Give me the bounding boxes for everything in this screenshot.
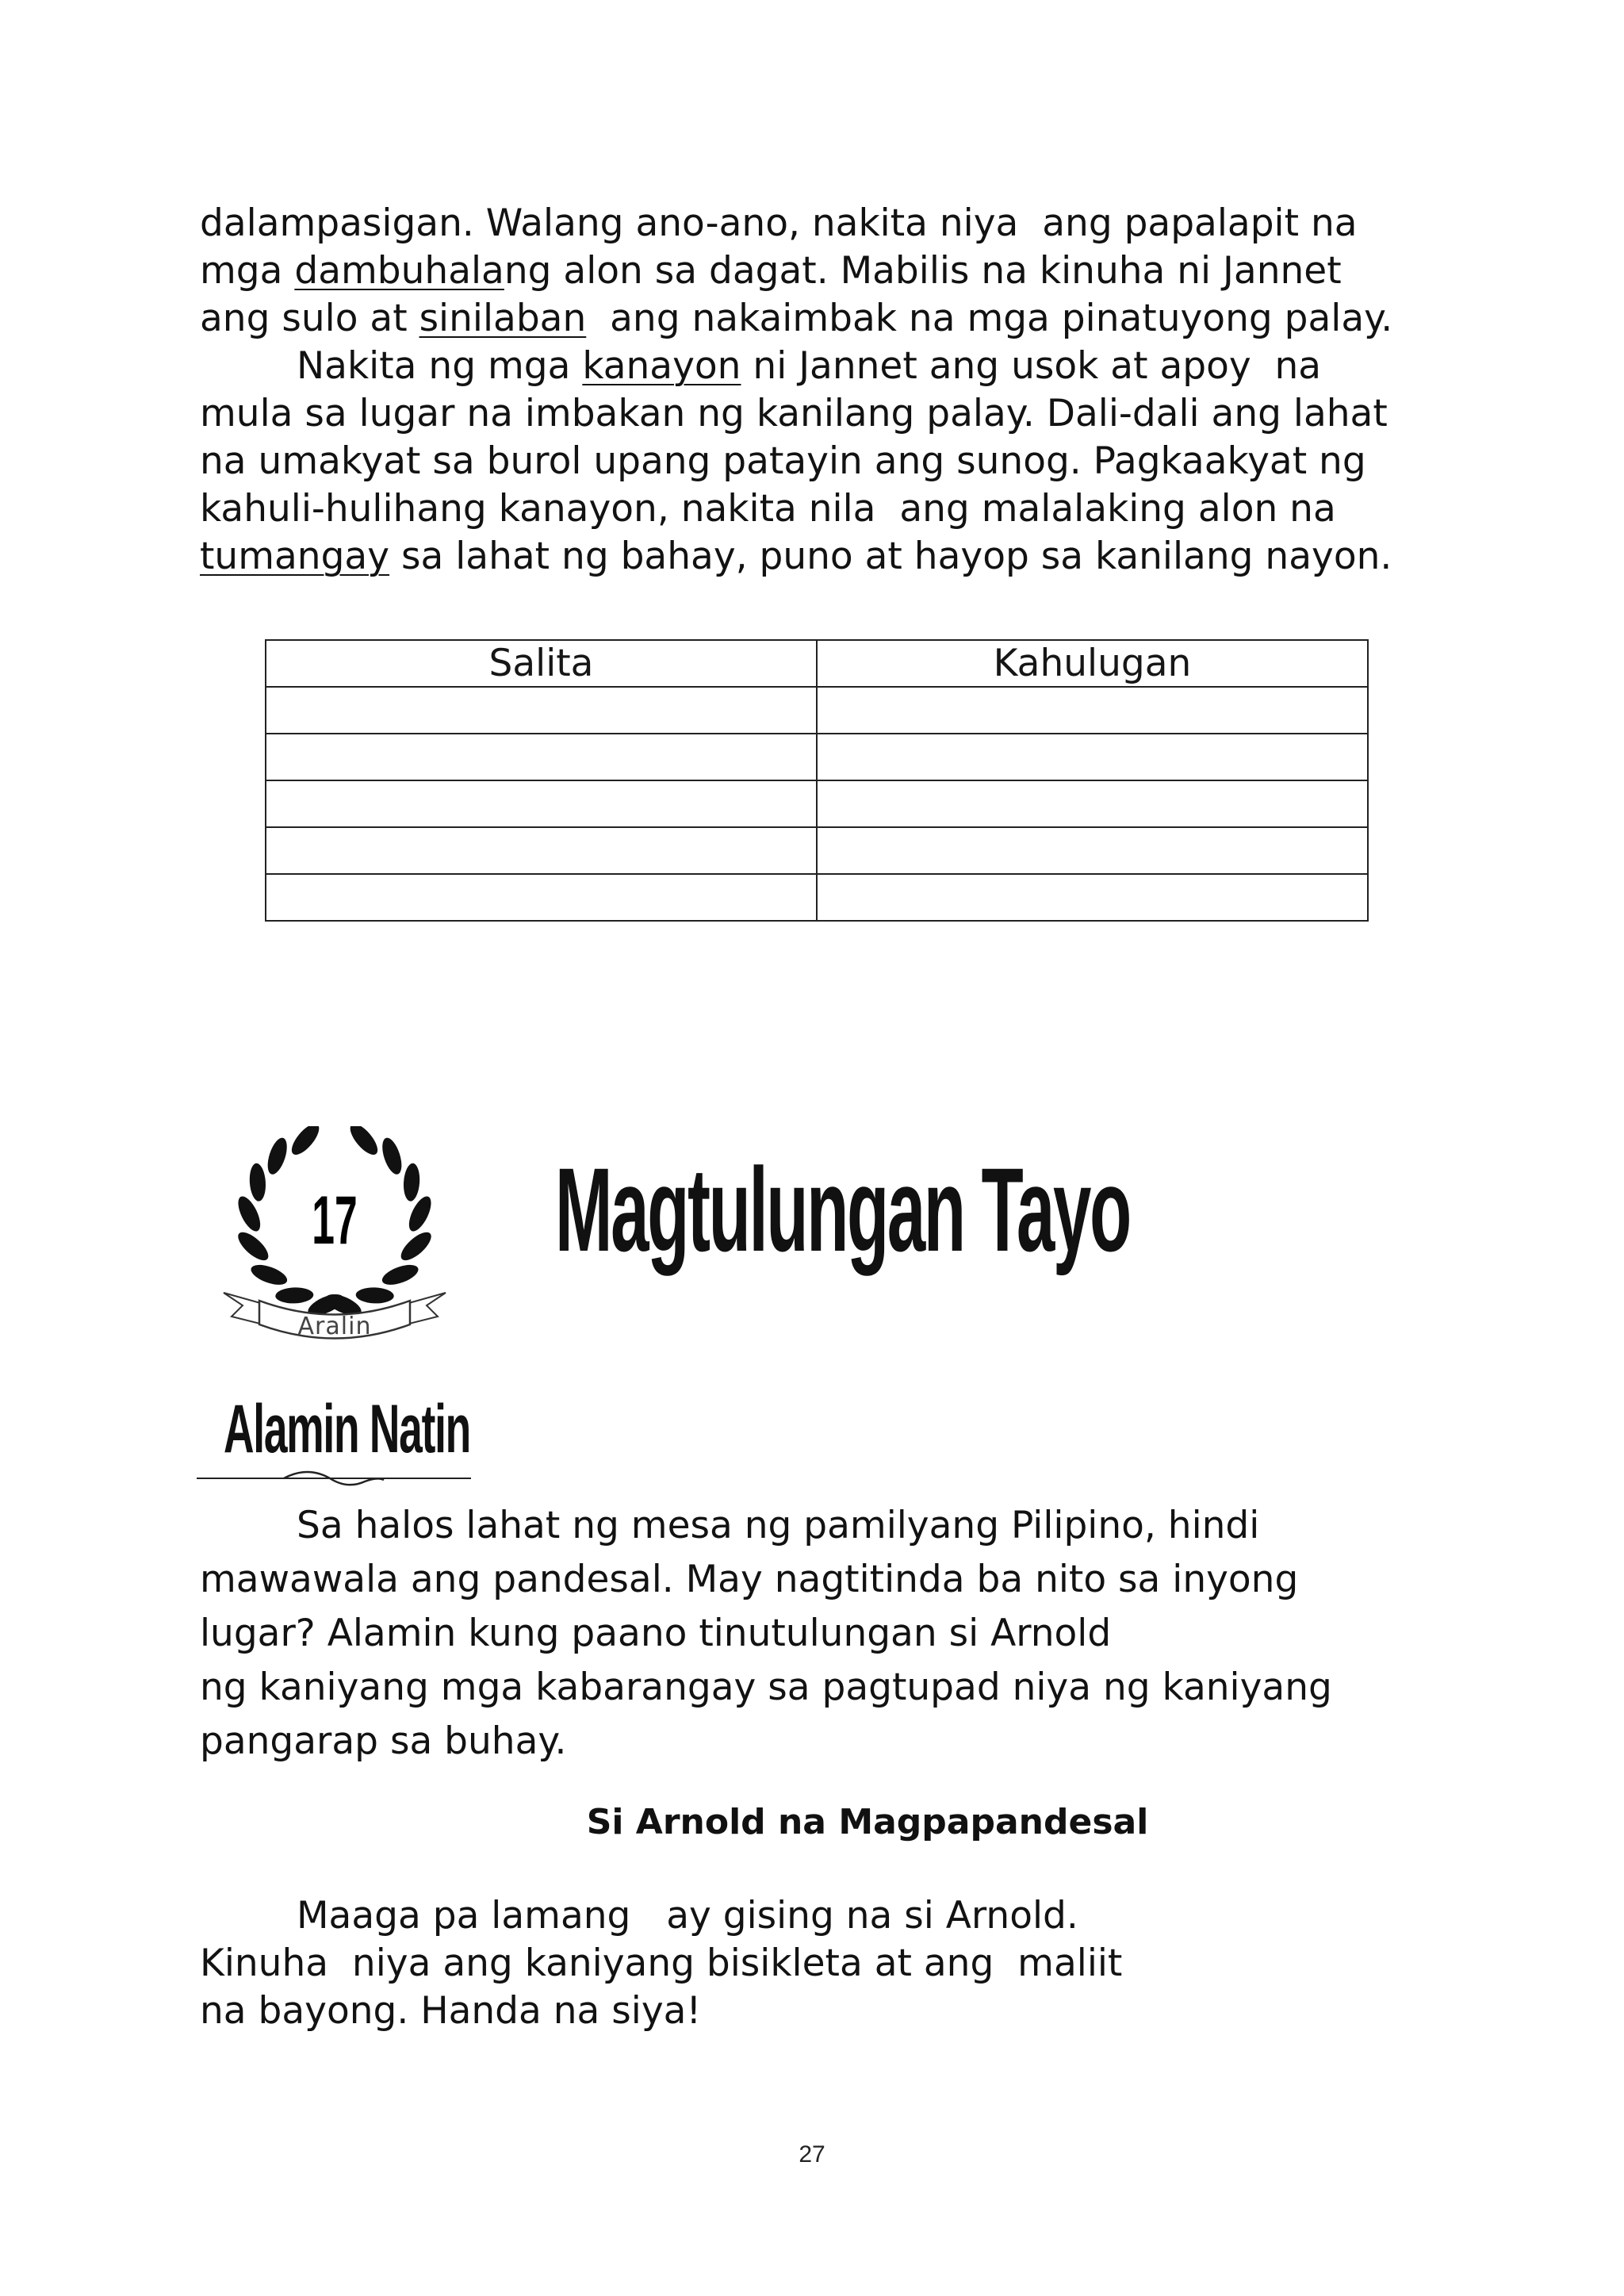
table-cell-salita[interactable] [266,734,817,780]
section-title: Alamin Natin [224,1391,471,1467]
table-row [266,874,1368,921]
passage-text: sa lahat ng bahay, puno at hayop sa kanilang nayon. [389,535,1392,578]
passage-line [200,343,1484,390]
laurel-leaf-icon [355,1287,394,1305]
story-line: Kinuha niya ang kaniyang bisikleta at ang maliit [200,1941,1123,1985]
intro-line: ng kaniyang mga kabarangay sa pagtupad niya ng kaniyang [200,1665,1332,1709]
laurel-leaf-icon [380,1261,421,1289]
table-cell-kahulugan[interactable] [817,780,1368,827]
laurel-leaf-icon [402,1163,420,1202]
laurel-leaf-icon [234,1228,273,1265]
underlined-word: tumangay [200,535,390,578]
table-row [266,687,1368,734]
passage-line [200,247,1484,295]
passage-line [200,485,1484,533]
laurel-leaf-icon [248,1261,289,1289]
lesson-badge [216,1126,454,1364]
laurel-leaf-icon [396,1228,435,1265]
ribbon-right-tail [406,1293,446,1324]
table-cell-kahulugan[interactable] [817,687,1368,734]
passage-text: Nakita ng mga [297,344,583,388]
table-cell-kahulugan[interactable] [817,874,1368,921]
vocabulary-table [265,639,1369,922]
table-cell-kahulugan[interactable] [817,827,1368,874]
section-underline-flourish [197,1455,474,1489]
table-row [266,827,1368,874]
story-line: na bayong. Handa na siya! [200,1989,702,2033]
lesson-number: 17 [312,1182,358,1259]
laurel-leaf-icon [346,1126,382,1159]
table-cell-salita[interactable] [266,874,817,921]
story-paragraph [200,1892,1484,2035]
intro-line: pangarap sa buhay. [200,1719,567,1763]
table-cell-salita[interactable] [266,687,817,734]
intro-line: lugar? Alamin kung paano tinutulungan si Arnold [200,1612,1112,1655]
table-row [266,780,1368,827]
passage-text: dalampasigan. Walang ano-ano, nakita niya ang papalapit na [200,201,1358,245]
underlined-word: kanayon [582,344,741,388]
passage-line [200,438,1484,485]
laurel-leaf-icon [275,1287,314,1305]
laurel-leaf-icon [248,1163,266,1202]
lesson-title: Magtulungan Tayo [555,1143,1130,1276]
badge-label: Aralin [297,1313,372,1340]
passage-text: ni Jannet ang usok at apoy na [741,344,1322,388]
intro-paragraph [200,1499,1484,1769]
laurel-leaf-icon [378,1136,405,1177]
underlined-word: sinilaban [419,297,587,340]
column-header-salita: Salita [266,640,817,687]
intro-line: mawawala ang pandesal. May nagtitinda ba nito sa inyong [200,1558,1299,1601]
page-number: 27 [799,2141,825,2168]
table-row [266,734,1368,780]
laurel-leaf-icon [287,1126,324,1159]
passage-text: ang nakaimbak na mga pinatuyong palay. [586,297,1393,340]
passage-text: kahuli-hulihang kanayon, nakita nila ang malalaking alon na [200,487,1336,531]
column-header-kahulugan: Kahulugan [817,640,1368,687]
intro-line: Sa halos lahat ng mesa ng pamilyang Pilipino, hindi [297,1504,1260,1547]
story-line: Maaga pa lamang ay gising na si Arnold. [297,1894,1078,1938]
passage-line [200,390,1484,438]
passage-text: ng alon sa dagat. Mabilis na kinuha ni Jannet [504,249,1342,293]
passage-text: na umakyat sa burol upang patayin ang sunog. Pagkaakyat ng [200,439,1366,483]
laurel-leaf-icon [264,1136,291,1177]
passage-line [200,533,1484,581]
table-cell-salita[interactable] [266,827,817,874]
table-cell-salita[interactable] [266,780,817,827]
story-title: Si Arnold na Magpapandesal [586,1802,1149,1842]
table-header-row [266,640,1368,687]
passage-text: mula sa lugar na imbakan ng kanilang palay. Dali-dali ang lahat [200,392,1388,435]
passage-top [200,200,1484,581]
passage-line [200,295,1484,343]
underlined-word: dambuhala [294,249,504,293]
passage-text: ang sulo at [200,297,419,340]
passage-text: mga [200,249,295,293]
passage-line [200,200,1484,247]
ribbon-left-tail [224,1293,263,1324]
table-cell-kahulugan[interactable] [817,734,1368,780]
